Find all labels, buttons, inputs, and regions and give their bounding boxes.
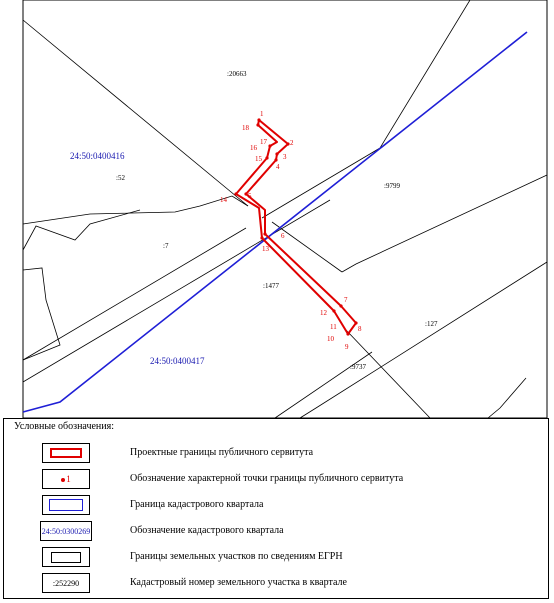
point-label: 18 [242,124,249,132]
parcel-boundary-swatch [42,547,90,567]
point-label: 5 [248,192,252,200]
red-dot-icon [61,478,65,482]
parcel-label: :52 [116,174,125,182]
quarter-label-north: 24:50:0400416 [70,151,125,161]
legend-title: Условные обозначения: [14,421,115,432]
parcel-swatch-label: :252290 [52,578,80,588]
legend-row-quarter-boundary [4,495,548,517]
quarter-swatch-label: 24:50:0300269 [41,526,91,536]
quarter-boundary-swatch [42,495,90,515]
quarter-number-swatch [40,521,92,541]
point-label: 15 [255,155,262,163]
point-label: 7 [344,296,348,304]
quarter-label-south: 24:50:0400417 [150,356,205,366]
map-frame [23,0,547,418]
point-marker-1 [257,118,260,121]
point-label: 9 [345,343,349,351]
point-marker-9 [346,332,349,335]
point-swatch-label: 1 [66,474,71,484]
legend-label: Границы земельных участков по сведениям ЕГРН [130,551,343,562]
point-label: 13 [262,245,269,253]
legend-row-parcel-number [4,573,548,595]
point-marker-18 [256,123,259,126]
parcel-label: :9799 [384,182,400,190]
point-label: 8 [358,325,362,333]
legend-row-parcel-boundary [4,547,548,569]
legend-row-servitude-boundary [4,443,548,465]
point-label: 6 [281,232,285,240]
point-label: 1 [260,110,264,118]
parcel-label: :7 [163,242,169,250]
legend-panel [3,418,549,599]
point-label: 4 [276,163,280,171]
point-marker-6 [263,232,266,235]
servitude-boundary-swatch [42,443,90,463]
point-label: 3 [283,153,287,161]
parcel-number-swatch [42,573,90,593]
legend-label: Граница кадастрового квартала [130,499,264,510]
legend-label: Обозначение кадастрового квартала [130,525,284,536]
point-marker-15 [265,156,268,159]
point-label: 16 [250,144,257,152]
point-label: 14 [220,196,227,204]
point-marker-7 [339,304,342,307]
point-marker-16 [268,144,271,147]
parcel-label: :9737 [350,363,366,371]
legend-label: Кадастровый номер земельного участка в квартале [130,577,347,588]
point-marker-11 [332,309,335,312]
parcel-label: :1477 [263,282,279,290]
legend-row-quarter-number [4,521,548,543]
legend-row-servitude-point [4,469,548,491]
point-marker-4 [274,158,277,161]
point-label: 12 [320,309,327,317]
point-marker-14 [234,192,237,195]
legend-label: Обозначение характерной точки границы публичного сервитута [130,473,404,484]
point-marker-3 [275,152,278,155]
parcel-label: :127 [425,320,438,328]
legend-label: Проектные границы публичного сервитута [130,447,314,458]
point-label: 2 [290,139,294,147]
point-label: 11 [330,323,337,331]
parcel-label: :20663 [227,70,247,78]
point-label: 17 [260,138,267,146]
servitude-point-swatch [42,469,90,489]
point-marker-13 [260,236,263,239]
point-label: 10 [327,335,334,343]
